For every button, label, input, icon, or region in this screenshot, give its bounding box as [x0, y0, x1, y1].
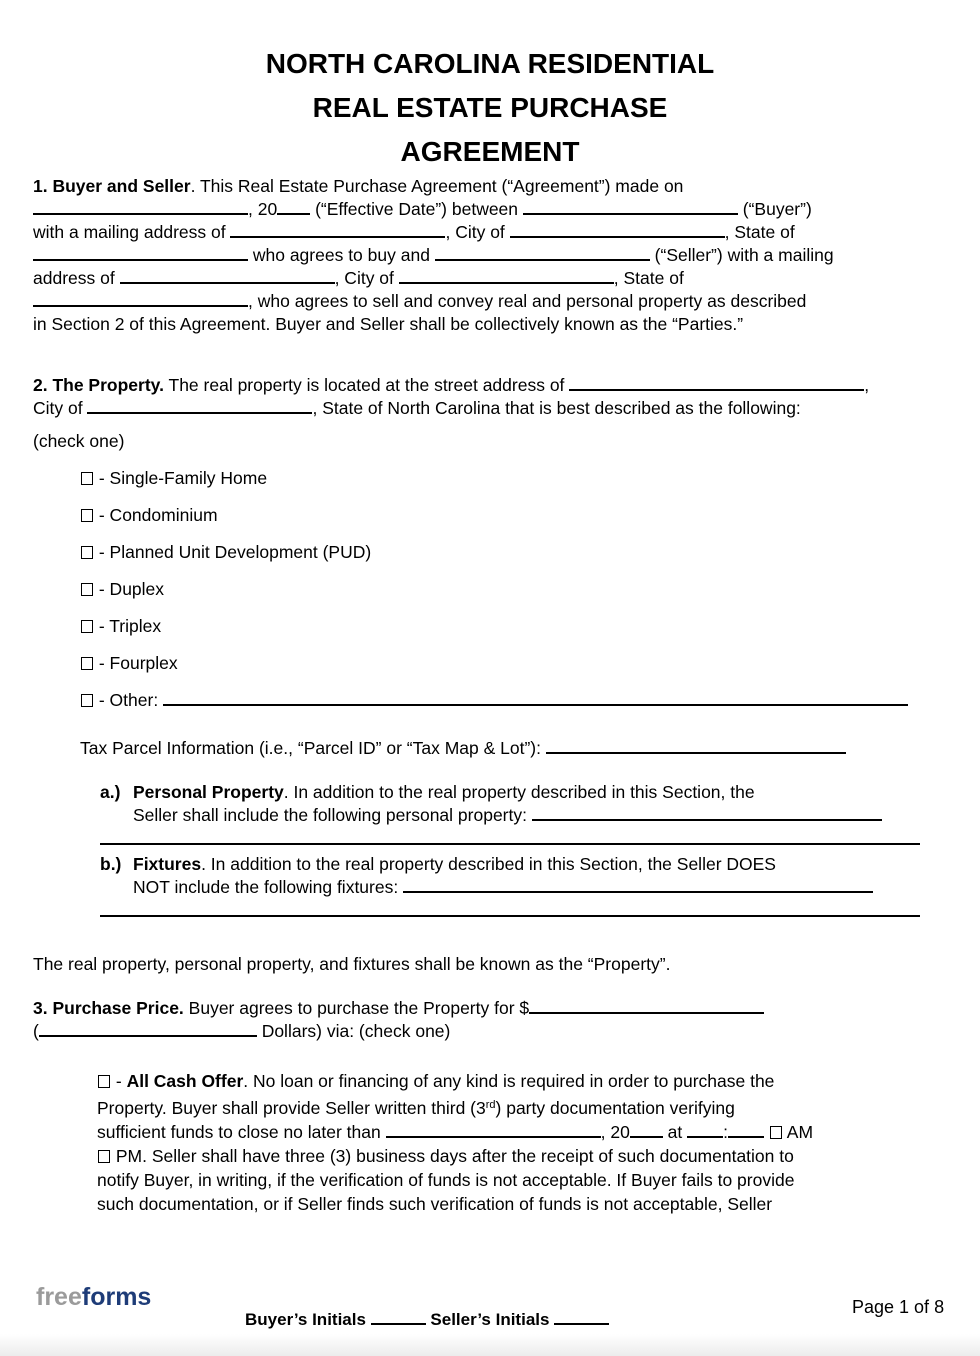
paragraph-line: [100, 781, 956, 804]
property-known-paragraph: [33, 953, 956, 976]
text-run: . No loan or financing of any kind is required in order to purchase the: [243, 1071, 775, 1091]
text-run: who agrees to buy and: [248, 245, 435, 265]
paragraph-line: [33, 313, 956, 336]
blank-field[interactable]: [546, 739, 846, 754]
blank-field[interactable]: [403, 878, 873, 893]
item-b-fixtures: [100, 853, 956, 917]
paragraph-line: [133, 804, 956, 827]
checkbox-icon[interactable]: [81, 546, 93, 559]
text-run: - Triplex: [94, 616, 162, 636]
text-run: (“Seller”) with a mailing: [649, 245, 834, 265]
text-run: Tax Parcel Information (i.e., “Parcel ID” or “Tax Map & Lot”):: [80, 738, 546, 758]
paragraph-line: [33, 267, 956, 290]
blank-field[interactable]: [230, 223, 445, 238]
text-run: ) party documentation verifying: [495, 1098, 735, 1118]
paragraph-line: [33, 374, 956, 397]
text-run: :: [723, 1122, 729, 1142]
paragraph-line: [97, 1192, 956, 1216]
text-run: address of: [33, 268, 120, 288]
paragraph-line: [33, 175, 956, 198]
title-line: REAL ESTATE PURCHASE: [312, 92, 668, 123]
text-run-bold: Buyer’s Initials: [245, 1310, 371, 1329]
property-type-list: [80, 467, 956, 712]
initials-footer-line: [245, 1308, 609, 1331]
text-run: . This Real Estate Purchase Agreement (“Agreement”) made on: [190, 176, 684, 196]
list-label: b.): [100, 854, 122, 874]
text-run: Dollars) via: (check one): [256, 1021, 451, 1041]
paragraph-line: [33, 221, 956, 244]
checkbox-icon[interactable]: [81, 657, 93, 670]
blank-field[interactable]: [39, 1022, 257, 1037]
text-run: - Planned Unit Development (PUD): [94, 542, 372, 562]
blank-field[interactable]: [529, 999, 764, 1014]
text-run: , who agrees to sell and convey real and personal property as described: [248, 291, 807, 311]
property-type-option: [80, 541, 956, 564]
blank-field[interactable]: [532, 806, 882, 821]
text-run-bold: 1. Buyer and Seller: [33, 176, 191, 196]
text-run: (“Effective Date”) between: [310, 199, 523, 219]
property-type-option: [80, 504, 956, 527]
text-run: in Section 2 of this Agreement. Buyer and Seller shall be collectively known as the “Parties.”: [33, 314, 744, 334]
blank-field[interactable]: [728, 1123, 764, 1138]
text-run: [764, 1122, 769, 1142]
blank-field[interactable]: [523, 200, 738, 215]
text-run: with a mailing address of: [33, 222, 231, 242]
property-type-option: [80, 689, 956, 712]
property-type-option: [80, 467, 956, 490]
text-run: Buyer agrees to purchase the Property for $: [183, 998, 530, 1018]
title-line: NORTH CAROLINA RESIDENTIAL: [265, 48, 715, 79]
text-run: Property. Buyer shall provide Seller written third (3: [97, 1098, 486, 1118]
blank-field[interactable]: [33, 200, 248, 215]
blank-field[interactable]: [87, 399, 312, 414]
item-a-personal-property: [100, 781, 956, 845]
check-one-label: (check one): [33, 431, 125, 451]
text-run: City of: [33, 398, 88, 418]
checkbox-icon[interactable]: [81, 583, 93, 596]
paragraph-line: [97, 1168, 956, 1192]
blank-field[interactable]: [163, 691, 908, 706]
text-run: AM: [782, 1122, 814, 1142]
text-run: , City of: [334, 268, 399, 288]
section-1-buyer-and-seller: [33, 175, 956, 336]
freeforms-logo: [36, 1284, 151, 1310]
text-run: The real property is located at the street address of: [163, 375, 570, 395]
text-run-bold: Fixtures: [133, 854, 202, 874]
text-run: . In addition to the real property described in this Section, the Seller DOES: [201, 854, 776, 874]
paragraph-line: [97, 1120, 956, 1144]
tax-parcel-line: [80, 737, 956, 760]
blank-field[interactable]: [687, 1123, 723, 1138]
text-run: -: [111, 1071, 127, 1091]
paragraph-line: [133, 876, 956, 899]
text-run: sufficient funds to close no later than: [97, 1122, 386, 1142]
text-run: PM. Seller shall have three (3) business days after the receipt of such documentation to: [111, 1146, 794, 1166]
initials-line: [245, 1308, 609, 1331]
blank-field[interactable]: [33, 246, 248, 261]
text-run: ,: [864, 375, 870, 395]
text-run: , State of North Carolina that is best described as the following:: [312, 398, 801, 418]
checkbox-icon[interactable]: [770, 1126, 782, 1139]
superscript-text: rd: [485, 1099, 496, 1111]
blank-field[interactable]: [510, 223, 725, 238]
text-run: - Other:: [94, 690, 164, 710]
text-run: - Single-Family Home: [94, 468, 268, 488]
text-run-bold: Personal Property: [133, 782, 284, 802]
paragraph-line: [97, 1144, 956, 1168]
property-type-option: [80, 615, 956, 638]
page-number-label: Page 1 of 8: [852, 1297, 945, 1317]
text-run: , City of: [445, 222, 510, 242]
blank-field[interactable]: [100, 907, 920, 917]
checkbox-icon[interactable]: [81, 694, 93, 707]
text-run: . In addition to the real property described in this Section, the: [283, 782, 755, 802]
text-run: - Duplex: [94, 579, 165, 599]
paragraph-line: [100, 853, 956, 876]
paragraph-line: [100, 905, 956, 917]
text-run: (: [33, 1021, 39, 1041]
text-run: NOT include the following fixtures:: [133, 877, 404, 897]
checkbox-icon[interactable]: [81, 472, 93, 485]
paragraph-line: [33, 953, 956, 976]
text-run-bold: All Cash Offer: [126, 1071, 244, 1091]
paragraph-line: [33, 397, 956, 420]
text-run-bold: 2. The Property.: [33, 375, 164, 395]
text-run: - Fourplex: [94, 653, 178, 673]
paragraph-line: [33, 1020, 956, 1043]
checkbox-icon[interactable]: [98, 1150, 110, 1163]
property-type-option: [80, 578, 956, 601]
blank-field[interactable]: [435, 246, 650, 261]
blank-field[interactable]: [100, 835, 920, 845]
logo-forms-text: forms: [81, 1283, 152, 1311]
all-cash-offer-paragraph: [97, 1069, 956, 1216]
blank-field[interactable]: [630, 1123, 663, 1138]
checkbox-icon[interactable]: [81, 509, 93, 522]
text-run-bold: 3. Purchase Price.: [33, 998, 184, 1018]
paragraph-line: [100, 833, 956, 845]
text-run: , 20: [600, 1122, 630, 1142]
text-run: , 20: [248, 199, 278, 219]
text-run: notify Buyer, in writing, if the verification of funds is not acceptable. If Buyer fails to provide: [97, 1170, 795, 1190]
bottom-fade-strip: [0, 1334, 980, 1356]
paragraph-line: [97, 1069, 956, 1093]
text-run: The real property, personal property, and fixtures shall be known as the “Property”.: [33, 954, 671, 974]
blank-field[interactable]: [277, 200, 310, 215]
paragraph-line: [33, 290, 956, 313]
text-run: , State of: [613, 268, 684, 288]
blank-field[interactable]: [554, 1310, 609, 1325]
paragraph-line: [97, 1093, 956, 1120]
document-title: [0, 0, 980, 174]
paragraph-line: [33, 997, 956, 1020]
blank-field[interactable]: [386, 1123, 601, 1138]
text-run-bold: Seller’s Initials: [425, 1310, 555, 1329]
blank-field[interactable]: [399, 269, 614, 284]
section-3-purchase-price: [33, 997, 956, 1043]
text-run: , State of: [724, 222, 795, 242]
checkbox-icon[interactable]: [98, 1075, 110, 1088]
title-line: AGREEMENT: [400, 136, 580, 167]
text-run: - Condominium: [94, 505, 218, 525]
text-run: such documentation, or if Seller finds such verification of funds is not acceptable, Seller: [97, 1194, 773, 1214]
blank-field[interactable]: [120, 269, 335, 284]
checkbox-icon[interactable]: [81, 620, 93, 633]
text-run: (“Buyer”): [737, 199, 812, 219]
blank-field[interactable]: [33, 292, 248, 307]
paragraph-line: [33, 198, 956, 221]
paragraph-line: [33, 244, 956, 267]
property-type-option: [80, 652, 956, 675]
text-run: at: [662, 1122, 688, 1142]
text-run: Seller shall include the following personal property:: [133, 805, 532, 825]
logo-free-text: free: [36, 1283, 82, 1311]
document-body: [0, 175, 980, 1216]
blank-field[interactable]: [371, 1310, 426, 1325]
paragraph-line: [80, 737, 956, 760]
section-2-the-property: [33, 374, 956, 420]
blank-field[interactable]: [569, 376, 864, 391]
list-label: a.): [100, 782, 121, 802]
